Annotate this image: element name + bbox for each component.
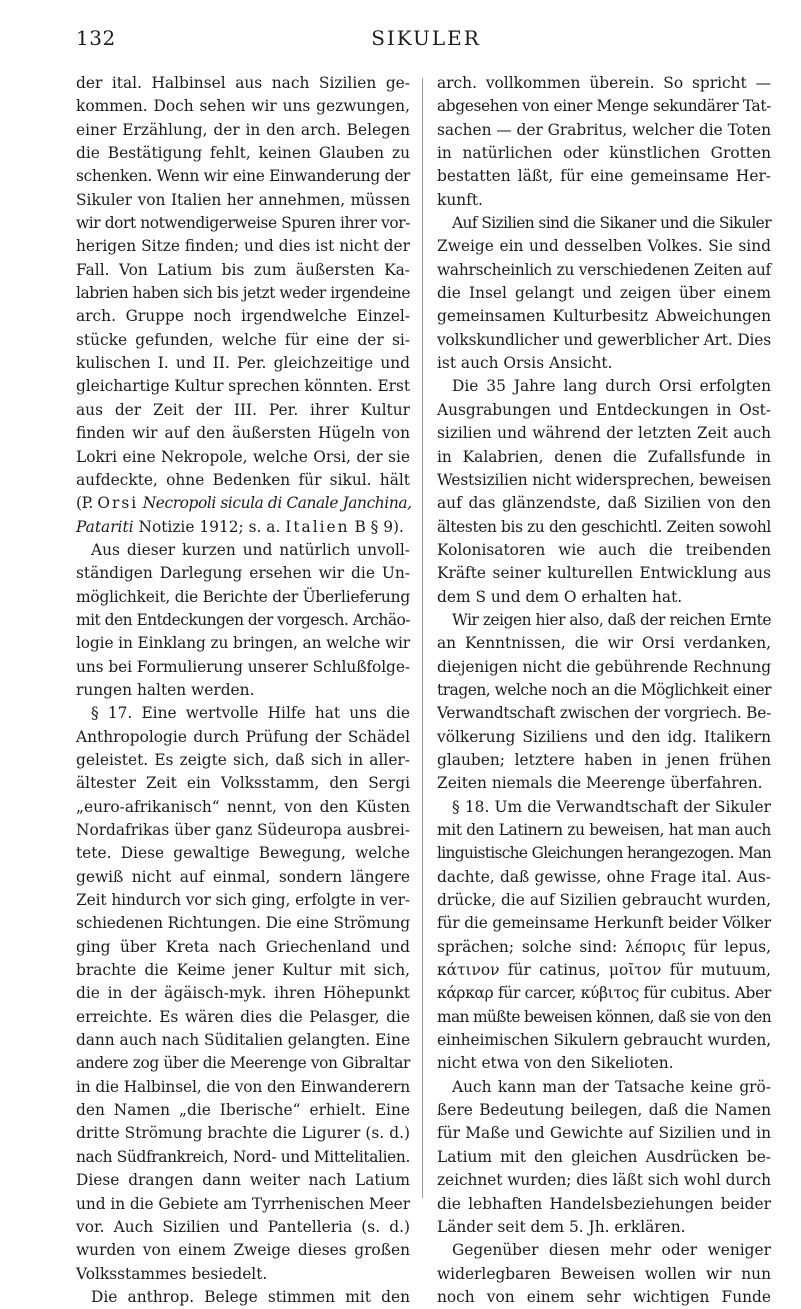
text-line: man müßte beweisen können, daß sie von den bbox=[437, 1007, 771, 1026]
text-line: den Namen „die Iberische“ erhielt. Eine bbox=[76, 1101, 410, 1120]
text-line: auf das glänzendste, daß Sizilien von den bbox=[437, 494, 771, 513]
text-line: noch von einem sehr wichtigen Funde bbox=[437, 1287, 771, 1306]
text-line: κάρκαρ für carcer, κύβιτος für cubitus. Aber bbox=[437, 984, 771, 1003]
text-line: wir dort notwendigerweise Spuren ihrer vor- bbox=[76, 214, 410, 233]
text-line: vor. Auch Sizilien und Pantelleria (s. d.) bbox=[76, 1217, 410, 1236]
text-line: Volksstammes besiedelt. bbox=[76, 1264, 268, 1283]
text-line: rungen halten werden. bbox=[76, 680, 255, 699]
text-line: für Maße und Gewichte auf Sizilien und in bbox=[437, 1124, 771, 1143]
text-line: die in der ägäisch-myk. ihren Höhepunkt bbox=[76, 984, 410, 1003]
page-header bbox=[76, 26, 776, 56]
text-line: volkskundlicher und gewerblicher Art. Dies bbox=[437, 330, 771, 349]
text-line: in natürlichen oder künstlichen Grotten bbox=[437, 144, 771, 163]
text-line: Latium mit den gleichen Ausdrücken be- bbox=[437, 1147, 771, 1166]
text-fragment: (P. bbox=[76, 494, 98, 513]
text-line: einheimischen Sikulern gebraucht wurden, bbox=[437, 1031, 771, 1050]
spaced-name: Italien bbox=[285, 517, 350, 536]
text-line: diejenigen nicht die gebührende Rechnung bbox=[437, 657, 771, 676]
text-line: und in die Gebiete am Tyrrhenischen Meer bbox=[76, 1194, 410, 1213]
text-line: sizilien und während der letzten Zeit auch bbox=[437, 424, 771, 443]
text-line: Westsizilien nicht widersprechen, beweisen bbox=[437, 470, 771, 489]
text-line: Kräfte seiner kulturellen Entwicklung aus bbox=[437, 564, 771, 583]
spaced-name: Orsi bbox=[97, 494, 139, 513]
text-line: Länder seit dem 5. Jh. erklären. bbox=[437, 1217, 686, 1236]
text-line: der ital. Halbinsel aus nach Sizilien ge- bbox=[76, 74, 410, 92]
text-line: Die anthrop. Belege stimmen mit den bbox=[91, 1287, 410, 1306]
text-line: Lokri eine Nekropole, welche Orsi, der sie bbox=[76, 447, 410, 466]
text-line: mit den Entdeckungen der vorgesch. Archäo- bbox=[76, 610, 410, 629]
text-line: Ausgrabungen und Entdeckungen in Ost- bbox=[437, 400, 771, 419]
text-line: κάτινον für catinus, μοῖτον für mutuum, bbox=[437, 961, 771, 980]
text-line: uns bei Formulierung unserer Schlußfolge- bbox=[76, 657, 410, 676]
text-line: herigen Sitze finden; und dies ist nicht der bbox=[76, 237, 410, 256]
text-line: Aus dieser kurzen und natürlich unvoll- bbox=[91, 540, 410, 559]
text-line: mit den Latinern zu beweisen, hat man auch bbox=[437, 821, 771, 839]
italic-title: Necropoli sicula di Canale Janchina, bbox=[142, 494, 412, 513]
text-line: in die Halbinsel, die von den Einwanderern bbox=[76, 1077, 410, 1096]
text-fragment: B § 9). bbox=[349, 517, 404, 536]
text-line: dann auch nach Süditalien gelangten. Eine bbox=[76, 1031, 410, 1050]
text-line: geleistet. Es zeigte sich, daß sich in aller- bbox=[76, 750, 410, 769]
text-line: dachte, daß gewisse, ohne Frage ital. Aus- bbox=[437, 867, 771, 886]
text-line: ist auch Orsis Ansicht. bbox=[437, 354, 613, 373]
text-line: gleichartige Kultur sprechen könnten. Erst bbox=[76, 377, 410, 396]
text-line: bestatten läßt, für eine gemeinsame Her- bbox=[437, 167, 771, 186]
text-line: wahrscheinlich zu verschiedenen Zeiten auf bbox=[437, 260, 771, 279]
text-line: „euro-afrikanisch“ nennt, von den Küsten bbox=[76, 797, 410, 816]
text-line: die Bestätigung fehlt, keinen Glauben zu bbox=[76, 144, 410, 163]
text-line: linguistische Gleichungen herangezogen. Man bbox=[437, 844, 771, 863]
text-line: abgesehen von einer Menge sekundärer Tat- bbox=[437, 97, 771, 116]
text-line: arch. vollkommen überein. So spricht — bbox=[437, 74, 771, 92]
text-line: ältester Zeit ein Volksstamm, den Sergi bbox=[76, 774, 410, 793]
text-line: Wir zeigen hier also, daß der reichen Ernte bbox=[452, 610, 771, 629]
italic-title: Patariti bbox=[76, 517, 134, 536]
right-column bbox=[437, 72, 771, 1309]
text-line: einer Erzählung, der in den arch. Belegen bbox=[76, 120, 410, 139]
text-line: sprächen; solche sind: λέπορις für lepus, bbox=[437, 937, 771, 956]
page-number: 132 bbox=[76, 26, 116, 50]
text-line: die Insel gelangt und zeigen über einem bbox=[437, 284, 771, 303]
text-line: Diese drangen dann weiter nach Latium bbox=[76, 1171, 410, 1190]
text-line: Zweige ein und desselben Volkes. Sie sind bbox=[437, 237, 771, 256]
text-line: an Kenntnissen, die wir Orsi verdanken, bbox=[437, 634, 771, 653]
text-line: Anthropologie durch Prüfung der Schädel bbox=[76, 727, 410, 746]
text-line: widerlegbaren Beweisen wollen wir nun bbox=[437, 1264, 771, 1283]
text-line: völkerung Siziliens und den idg. Italikern bbox=[437, 727, 771, 746]
text-line bbox=[76, 492, 410, 515]
text-line: gewiß nicht auf einmal, sondern längere bbox=[76, 867, 410, 886]
text-line: kunft. bbox=[437, 190, 483, 209]
text-fragment: Notizie 1912; s. a. bbox=[133, 517, 286, 536]
text-line: sachen — der Grabritus, welcher die Toten bbox=[437, 120, 771, 139]
text-line: Zeiten niemals die Meerenge überfahren. bbox=[437, 774, 763, 793]
text-line: dem S und dem O erhalten hat. bbox=[437, 587, 683, 606]
text-line: dritte Strömung brachte die Ligurer (s. d.) bbox=[76, 1124, 410, 1143]
text-line: finden wir auf den äußersten Hügeln von bbox=[76, 424, 410, 443]
text-line: Sikuler von Italien her annehmen, müssen bbox=[76, 190, 410, 209]
text-line: schenken. Wenn wir eine Einwanderung der bbox=[76, 167, 410, 186]
text-line: aus der Zeit der III. Per. ihrer Kultur bbox=[76, 400, 410, 419]
text-line: § 17. Eine wertvolle Hilfe hat uns die bbox=[91, 704, 410, 723]
text-line: stücke gefunden, welche für eine der si- bbox=[76, 330, 410, 349]
text-line: tete. Diese gewaltige Bewegung, welche bbox=[76, 844, 410, 863]
text-line: Fall. Von Latium bis zum äußersten Ka- bbox=[76, 260, 410, 279]
text-line: wurden von einem Zweige dieses großen bbox=[76, 1241, 410, 1260]
text-line: glauben; letztere haben in jenen frühen bbox=[437, 750, 771, 769]
text-line: nach Südfrankreich, Nord- und Mittelitalien. bbox=[76, 1147, 410, 1166]
text-line: aufdeckte, ohne Bedenken für sikul. hält bbox=[76, 470, 410, 489]
text-line: drücke, die auf Sizilien gebraucht wurden, bbox=[437, 891, 771, 910]
text-line: gemeinsamen Kulturbesitz Abweichungen bbox=[437, 307, 771, 326]
left-column bbox=[76, 72, 410, 1309]
text-line: möglichkeit, die Berichte der Überlieferung bbox=[76, 587, 410, 606]
text-line: Gegenüber diesen mehr oder weniger bbox=[452, 1241, 771, 1260]
text-line: in Kalabrien, denen die Zufallsfunde in bbox=[437, 447, 771, 466]
text-line: für die gemeinsame Herkunft beider Völker bbox=[437, 914, 771, 933]
text-line: zeichnet wurden; dies läßt sich wohl durch bbox=[437, 1171, 771, 1190]
text-line: Auf Sizilien sind die Sikaner und die Sikuler bbox=[452, 214, 771, 233]
text-line: tragen, welche noch an die Möglichkeit einer bbox=[437, 680, 771, 699]
text-line: kulischen I. und II. Per. gleichzeitige und bbox=[76, 354, 410, 373]
text-line bbox=[76, 516, 410, 539]
running-head: SIKULER bbox=[371, 26, 481, 50]
text-line: Auch kann man der Tatsache keine grö- bbox=[452, 1077, 771, 1096]
text-line: ständigen Darlegung ersehen wir die Un- bbox=[76, 564, 410, 583]
text-line: Nordafrikas über ganz Südeuropa ausbrei- bbox=[76, 821, 410, 839]
text-line: nicht etwa von den Sikelioten. bbox=[437, 1054, 674, 1073]
text-line: kommen. Doch sehen wir uns gezwungen, bbox=[76, 97, 410, 116]
text-line: brachte die Keime jener Kultur mit sich, bbox=[76, 961, 410, 980]
text-line: Verwandtschaft zwischen der vorgriech. Be- bbox=[437, 704, 772, 723]
text-line: labrien haben sich bis jetzt weder irgendeine bbox=[76, 284, 410, 303]
text-line: die lebhaften Handelsbeziehungen beider bbox=[437, 1194, 771, 1213]
text-line: Die 35 Jahre lang durch Orsi erfolgten bbox=[452, 377, 771, 396]
text-line: § 18. Um die Verwandtschaft der Sikuler bbox=[452, 797, 771, 816]
text-line: logie in Einklang zu bringen, an welche wir bbox=[76, 634, 410, 653]
text-line: ältesten bis zu den geschichtl. Zeiten sowohl bbox=[437, 517, 771, 536]
text-line: schiedenen Richtungen. Die eine Strömung bbox=[76, 914, 410, 933]
text-line: Kolonisatoren wie auch die treibenden bbox=[437, 540, 771, 559]
column-divider bbox=[422, 78, 423, 1198]
text-line: andere zog über die Meerenge von Gibraltar bbox=[76, 1054, 410, 1073]
text-line: ßere Bedeutung beilegen, daß die Namen bbox=[437, 1101, 771, 1120]
text-line: Zeit hindurch vor sich ging, erfolgte in ver- bbox=[76, 891, 410, 910]
text-line: arch. Gruppe noch irgendwelche Einzel- bbox=[76, 307, 410, 326]
text-line: erreichte. Es wären dies die Pelasger, die bbox=[76, 1007, 410, 1026]
text-line: ging über Kreta nach Griechenland und bbox=[76, 937, 410, 956]
